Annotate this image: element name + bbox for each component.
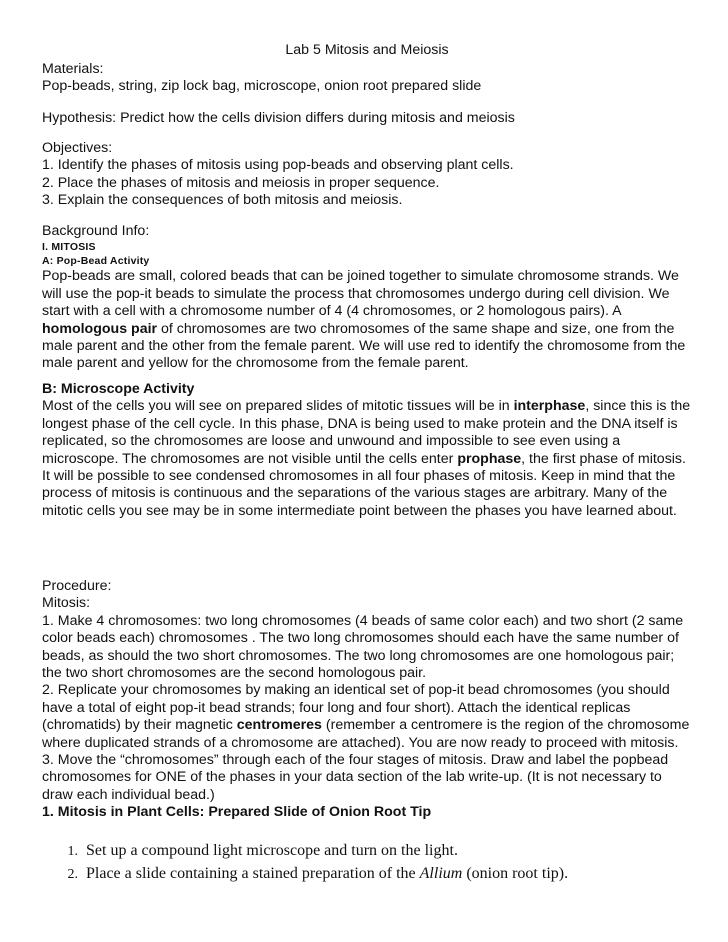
materials-heading: Materials: — [42, 61, 104, 77]
microscope-paragraph — [42, 398, 692, 520]
procedure-subheading: Mitosis: — [42, 595, 91, 612]
hypothesis-section — [42, 110, 692, 127]
para-text: , since this is the longest phase of the cell cycle. In this phase, DNA is being used to make protein and the DNA itself is replicated, so the chromosomes are loose and unwound and impossible to see even using a microscope. The chromosomes are not visible until the cells enter — [42, 398, 691, 467]
step-text: Place a slide containing a stained preparation of the — [86, 865, 420, 882]
objective-item: 3. Explain the consequences of both mitosis and meiosis. — [42, 192, 403, 209]
plant-steps-list — [42, 840, 692, 886]
centromeres-term: centromeres — [236, 717, 322, 734]
interphase-term: interphase — [513, 398, 586, 415]
homologous-pair-term: homologous pair — [42, 320, 158, 337]
mitosis-section-heading: I. MITOSIS — [42, 241, 96, 254]
objectives-heading: Objectives: — [42, 140, 113, 156]
background-heading: Background Info: — [42, 223, 150, 239]
procedure-step-1: 1. Make 4 chromosomes: two long chromosomes (4 beads of same color each) and two short (2 same color beads each) chromosomes . The two long chromosomes should each have the same number of beads, as should the two short chromosomes. The two long chromosomes are one homologous pair; the two short chromosomes are the second homologous pair. — [42, 612, 684, 682]
objective-item: 2. Place the phases of mitosis and meiosis in proper sequence. — [42, 174, 440, 191]
pop-bead-paragraph — [42, 268, 692, 372]
plant-step-1 — [42, 840, 692, 863]
microscope-heading: B: Microscope Activity — [42, 381, 195, 397]
step-text: Set up a compound light microscope and turn on the light. — [86, 842, 458, 859]
list-number: 1. — [67, 844, 78, 859]
materials-section — [42, 61, 692, 96]
para-text: , the first phase of mitosis. It will be possible to see condensed chromosomes in all four phases of mitosis. Keep in mind that the process of mitosis is continuous and the separations of the various stages are arbitrary. Many of the mitotic cells you see may be in some intermediate point between the phases you have learned about. — [42, 450, 686, 519]
procedure-step-3: 3. Move the “chromosomes” through each of the four stages of mitosis. Draw and label the popbead chromosomes for ONE of the phases in your data section of the lab write-up. (It is not necessary to draw each individual bead.) — [42, 752, 669, 803]
plant-cells-heading: 1. Mitosis in Plant Cells: Prepared Slide of Onion Root Tip — [42, 804, 432, 821]
objectives-section — [42, 140, 692, 210]
materials-text: Pop-beads, string, zip lock bag, microscope, onion root prepared slide — [42, 78, 482, 95]
procedure-heading: Procedure: — [42, 578, 112, 594]
para-text: of chromosomes are two chromosomes of the same shape and size, one from the male parent and the other from the female parent. We will use red to identify the chromosome from the male parent and yellow for the chromosome from the female parent. — [42, 320, 686, 372]
microscope-section — [42, 381, 692, 520]
page-title: Lab 5 Mitosis and Meiosis — [285, 42, 449, 58]
objective-item: 1. Identify the phases of mitosis using pop-beads and observing plant cells. — [42, 157, 514, 174]
step-text: (onion root tip). — [462, 865, 569, 882]
allium-term: Allium — [419, 865, 463, 882]
procedure-section — [42, 578, 692, 822]
background-section — [42, 223, 692, 373]
para-text: Pop-beads are small, colored beads that can be joined together to simulate chromosome strands. We will use the pop-it beads to simulate the process that chromosomes undergo during cell division. We start with a cell with a chromosome number of 4 (4 chromosomes, or 2 homologous pairs). A — [42, 268, 679, 320]
prophase-term: prophase — [457, 450, 522, 467]
list-number: 2. — [67, 867, 78, 882]
para-text: 2. Replicate your chromosomes by making an identical set of pop-it bead chromosomes (you should have a total of eight pop-it bead strands; four long and four short). Attach the identical replicas (chromatids) by their magnetic — [42, 682, 670, 734]
hypothesis-text: Hypothesis: Predict how the cells division differs during mitosis and meiosis — [42, 110, 515, 126]
pop-bead-subheading: A: Pop-Bead Activity — [42, 255, 150, 268]
para-text: Most of the cells you will see on prepared slides of mitotic tissues will be in — [42, 398, 514, 415]
para-text: (remember a centromere is the region of the chromosome where duplicated strands of a chromosome are attached). You are now ready to proceed with mitosis. — [42, 717, 690, 751]
plant-step-2 — [42, 863, 692, 886]
procedure-step-2 — [42, 682, 692, 752]
